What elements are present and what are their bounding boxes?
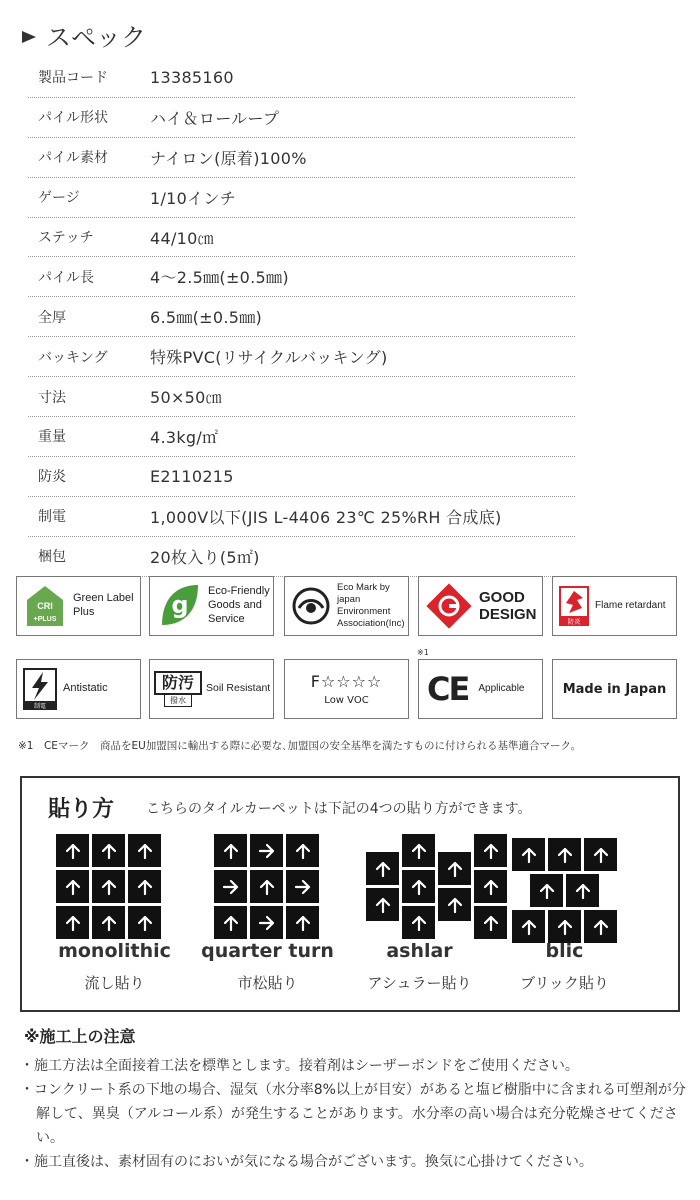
spec-value: 50×50㎝ — [150, 388, 222, 408]
tile-icon — [402, 870, 435, 903]
tile-icon — [128, 834, 161, 867]
made-in-japan-text: Made in Japan — [562, 681, 667, 697]
tile-icon — [56, 870, 89, 903]
arrow-right-icon — [258, 914, 276, 932]
spec-key: 制電 — [38, 509, 66, 526]
tile-icon — [474, 870, 507, 903]
spec-value: 1/10インチ — [150, 188, 237, 208]
tile-icon — [92, 870, 125, 903]
tile-icon — [56, 906, 89, 939]
arrow-up-icon — [592, 918, 610, 936]
arrow-up-icon — [520, 918, 538, 936]
caution-title: ※施工上の注意 — [24, 1027, 136, 1046]
tile-icon — [214, 906, 247, 939]
spec-key: 重量 — [38, 429, 66, 446]
tile-icon — [92, 906, 125, 939]
arrow-up-icon — [482, 842, 500, 860]
installation-box — [20, 776, 680, 1012]
spec-row — [28, 497, 575, 537]
spec-row — [28, 377, 575, 417]
spec-heading — [22, 18, 146, 54]
tile-icon — [366, 852, 399, 885]
spec-key: 梱包 — [38, 549, 66, 566]
triangle-icon — [22, 31, 36, 43]
spec-value: 1,000V以下(JIS L-4406 23℃ 25%RH 合成底) — [150, 507, 502, 527]
spec-value: 13385160 — [150, 67, 234, 87]
arrow-up-icon — [482, 914, 500, 932]
pattern-name: ashlar — [386, 940, 453, 962]
flame-retardant-text: Flame retardant — [595, 599, 666, 611]
good-design-badge — [418, 576, 543, 636]
tile-icon — [584, 838, 617, 871]
ce-icon: CE — [427, 670, 469, 708]
tile-icon — [530, 874, 563, 907]
arrow-up-icon — [374, 860, 392, 878]
tile-icon — [128, 906, 161, 939]
spec-value: 4～2.5㎜(±0.5㎜) — [150, 268, 289, 288]
tile-icon — [548, 838, 581, 871]
pattern-name: blic — [545, 940, 584, 962]
arrow-up-icon — [410, 878, 428, 896]
svg-text:制電: 制電 — [33, 703, 47, 710]
arrow-up-icon — [258, 878, 276, 896]
spec-value: E2110215 — [150, 466, 234, 486]
spec-key: パイル素材 — [38, 150, 108, 167]
arrow-up-icon — [410, 914, 428, 932]
eco-friendly-text: Eco-Friendly Goods and Service — [208, 585, 270, 625]
soil-resistant-icon — [154, 671, 202, 707]
spec-value: ナイロン(原着)100% — [150, 148, 307, 168]
arrow-up-icon — [64, 878, 82, 896]
spec-row — [28, 417, 575, 457]
spec-row — [28, 297, 575, 337]
spec-value: 20枚入り(5㎡) — [150, 547, 260, 567]
pattern-jp: 流し貼り — [84, 974, 145, 992]
spec-value: 特殊PVC(リサイクルバッキング) — [150, 348, 388, 368]
pattern-jp: 市松貼り — [237, 974, 298, 992]
tile-icon — [566, 874, 599, 907]
green-label-text: Green Label Plus — [73, 592, 134, 618]
tile-icon — [128, 870, 161, 903]
arrow-up-icon — [410, 842, 428, 860]
tile-icon — [512, 838, 545, 871]
tile-icon — [474, 834, 507, 867]
spec-value: 4.3kg/㎡ — [150, 427, 219, 447]
svg-text:CRI: CRI — [37, 601, 53, 611]
antistatic-badge — [16, 659, 141, 719]
eco-mark-text: Eco Mark by japan Environment Association(Inc) — [337, 582, 405, 629]
caution-list — [18, 1054, 686, 1174]
leaf-icon — [156, 581, 202, 631]
spec-key: 全厚 — [38, 309, 66, 326]
spec-row — [28, 337, 575, 377]
tile-icon — [286, 906, 319, 939]
voc-text: Low VOC — [324, 695, 369, 706]
soil-mark-sub: 撥水 — [164, 695, 192, 707]
arrow-up-icon — [294, 914, 312, 932]
spec-key: ゲージ — [38, 190, 80, 207]
tile-icon — [402, 906, 435, 939]
tile-icon — [286, 834, 319, 867]
spec-row — [28, 218, 575, 258]
spec-row — [28, 457, 575, 497]
tile-icon — [584, 910, 617, 943]
arrow-right-icon — [258, 842, 276, 860]
ce-badge — [418, 659, 543, 719]
arrow-up-icon — [100, 842, 118, 860]
voc-stars: F☆☆☆☆ — [310, 672, 383, 691]
pattern-name: monolithic — [58, 940, 171, 962]
arrow-up-icon — [100, 914, 118, 932]
spec-row — [28, 138, 575, 178]
spec-key: 寸法 — [38, 389, 66, 406]
tile-icon — [548, 910, 581, 943]
spec-key: バッキング — [38, 349, 108, 366]
pattern-jp: ブリック貼り — [520, 974, 609, 992]
soil-resistant-text: Soil Resistant — [206, 682, 271, 695]
spec-row — [28, 58, 575, 98]
caution-item: ・施工直後は、素材固有のにおいが気になる場合がございます。換気に心掛けてください。 — [20, 1154, 593, 1170]
tile-icon — [366, 888, 399, 921]
tile-icon — [92, 834, 125, 867]
spec-key: 製品コード — [38, 70, 108, 87]
good-design-text: GOOD DESIGN — [479, 588, 537, 623]
arrow-up-icon — [222, 914, 240, 932]
arrow-right-icon — [222, 878, 240, 896]
arrow-up-icon — [520, 846, 538, 864]
tile-icon — [512, 910, 545, 943]
tile-icon — [474, 906, 507, 939]
spec-table — [28, 58, 575, 577]
spec-row — [28, 537, 575, 577]
spec-row — [28, 98, 575, 138]
installation-description: こちらのタイルカーペットは下記の4つの貼り方ができます。 — [146, 801, 532, 817]
arrow-up-icon — [482, 878, 500, 896]
spec-value: ハイ＆ローループ — [150, 108, 280, 128]
arrow-up-icon — [136, 914, 154, 932]
green-label-icon — [23, 582, 67, 630]
low-voc-badge — [284, 659, 409, 719]
arrow-up-icon — [446, 860, 464, 878]
tile-icon — [56, 834, 89, 867]
ce-footnote-marker: ※1 — [417, 648, 429, 657]
caution-item: ・施工方法は全面接着工法を標準とします。接着剤はシーザーボンドをご使用ください。 — [20, 1058, 579, 1074]
spec-value: 44/10㎝ — [150, 228, 214, 248]
arrow-up-icon — [222, 842, 240, 860]
arrow-right-icon — [294, 878, 312, 896]
arrow-up-icon — [374, 896, 392, 914]
arrow-up-icon — [136, 878, 154, 896]
spec-key: パイル形状 — [38, 110, 108, 127]
eco-mark-icon — [291, 586, 331, 626]
spec-key: パイル長 — [38, 269, 94, 286]
arrow-up-icon — [64, 914, 82, 932]
soil-mark-main: 防汚 — [154, 671, 202, 695]
ce-text: Applicable — [478, 682, 525, 694]
flame-retardant-badge — [552, 576, 677, 636]
flame-retardant-icon — [559, 586, 589, 626]
arrow-up-icon — [446, 896, 464, 914]
arrow-up-icon — [64, 842, 82, 860]
antistatic-icon — [23, 668, 57, 710]
ce-footnote: ※1 CEマーク 商品をEU加盟国に輸出する際に必要な､加盟国の安全基準を満たすものに付けられる基準適合マーク。 — [18, 740, 582, 752]
spec-key: 防炎 — [38, 469, 66, 486]
good-design-icon — [425, 582, 473, 630]
eco-mark-badge — [284, 576, 409, 636]
tile-icon — [438, 888, 471, 921]
arrow-up-icon — [592, 846, 610, 864]
svg-text:g: g — [171, 591, 189, 619]
green-label-badge — [16, 576, 141, 636]
caution-item: ・コンクリート系の下地の場合、湿気（水分率8%以上が目安）があると塩ビ樹脂中に含まれる可塑剤が分解して、異臭（アルコール系）が発生することがあります。水分率の高い場合は充分乾燥させてください。 — [20, 1082, 686, 1146]
spec-key: ステッチ — [38, 230, 94, 246]
tile-icon — [250, 870, 283, 903]
installation-title: 貼り方 — [48, 797, 115, 822]
tile-icon — [250, 906, 283, 939]
pattern-jp: アシュラー貼り — [367, 974, 472, 992]
pattern-name: quarter turn — [201, 940, 334, 962]
arrow-up-icon — [556, 846, 574, 864]
arrow-up-icon — [556, 918, 574, 936]
tile-icon — [250, 834, 283, 867]
soil-resistant-badge — [149, 659, 274, 719]
tile-icon — [286, 870, 319, 903]
eco-friendly-badge — [149, 576, 274, 636]
arrow-up-icon — [294, 842, 312, 860]
arrow-up-icon — [136, 842, 154, 860]
spec-row — [28, 257, 575, 297]
tile-icon — [214, 870, 247, 903]
spec-value: 6.5㎜(±0.5㎜) — [150, 308, 263, 328]
arrow-up-icon — [538, 882, 556, 900]
made-in-japan-badge — [552, 659, 677, 719]
spec-row — [28, 178, 575, 218]
tile-icon — [438, 852, 471, 885]
spec-title: スペック — [46, 23, 147, 52]
tile-icon — [214, 834, 247, 867]
svg-text:防炎: 防炎 — [567, 617, 581, 626]
arrow-up-icon — [574, 882, 592, 900]
svg-text:+PLUS: +PLUS — [33, 616, 57, 623]
arrow-up-icon — [100, 878, 118, 896]
antistatic-text: Antistatic — [63, 682, 108, 695]
tile-icon — [402, 834, 435, 867]
